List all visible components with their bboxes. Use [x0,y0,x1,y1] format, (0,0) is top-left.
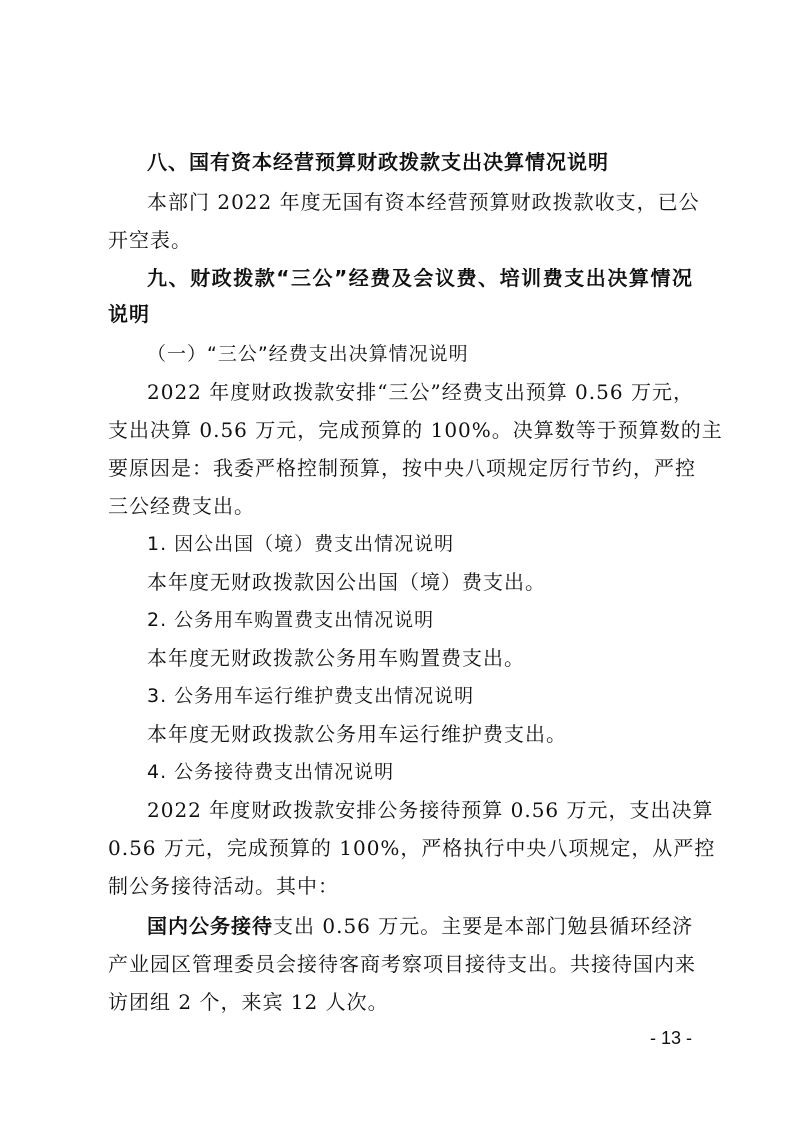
item-1-heading: 1. 因公出国（境）费支出情况说明 [147,533,455,555]
domestic-reception-text: 支出 0.56 万元。主要是本部门勉县循环经济 [273,914,694,938]
item-1-text: 本年度无财政拨款因公出国（境）费支出。 [147,570,546,594]
section-8-paragraph-line-1: 本部门 2022 年度无国有资本经营预算财政拨款收支，已公 [147,190,700,214]
subsection-1-heading: （一）“三公”经费支出决算情况说明 [147,343,469,365]
item-4-line-2: 0.56 万元，完成预算的 100%，严格执行中央八项规定，从严控 [108,836,716,860]
item-4-line-3: 制公务接待活动。其中： [108,874,339,898]
item-4-line-1: 2022 年度财政拨款安排公务接待预算 0.56 万元，支出决算 [147,798,714,822]
section-8-paragraph-line-2: 开空表。 [108,228,192,252]
subsection-1-line-1: 2022 年度财政拨款安排“三公”经费支出预算 0.56 万元， [147,380,694,404]
item-2-text: 本年度无财政拨款公务用车购置费支出。 [147,646,525,670]
domestic-reception-label: 国内公务接待 [147,914,273,938]
item-3-heading: 3. 公务用车运行维护费支出情况说明 [147,685,475,707]
subsection-1-line-4: 三公经费支出。 [108,494,255,518]
subsection-1-line-3: 要原因是：我委严格控制预算，按中央八项规定厉行节约，严控 [108,456,696,480]
page-number: - 13 - [650,1028,693,1048]
item-3-text: 本年度无财政拨款公务用车运行维护费支出。 [147,722,567,746]
section-8-heading: 八、国有资本经营预算财政拨款支出决算情况说明 [147,150,609,174]
domestic-reception-line-2: 产业园区管理委员会接待客商考察项目接待支出。共接待国内来 [108,952,696,976]
section-9-heading-line-1: 九、财政拨款“三公”经费及会议费、培训费支出决算情况 [147,266,693,290]
item-4-heading: 4. 公务接待费支出情况说明 [147,761,395,783]
item-2-heading: 2. 公务用车购置费支出情况说明 [147,609,435,631]
domestic-reception-line-1 [147,912,693,940]
subsection-1-line-2: 支出决算 0.56 万元，完成预算的 100%。决算数等于预算数的主 [108,418,723,442]
domestic-reception-line-3: 访团组 2 个，来宾 12 人次。 [108,990,389,1014]
section-9-heading-line-2: 说明 [108,302,150,326]
